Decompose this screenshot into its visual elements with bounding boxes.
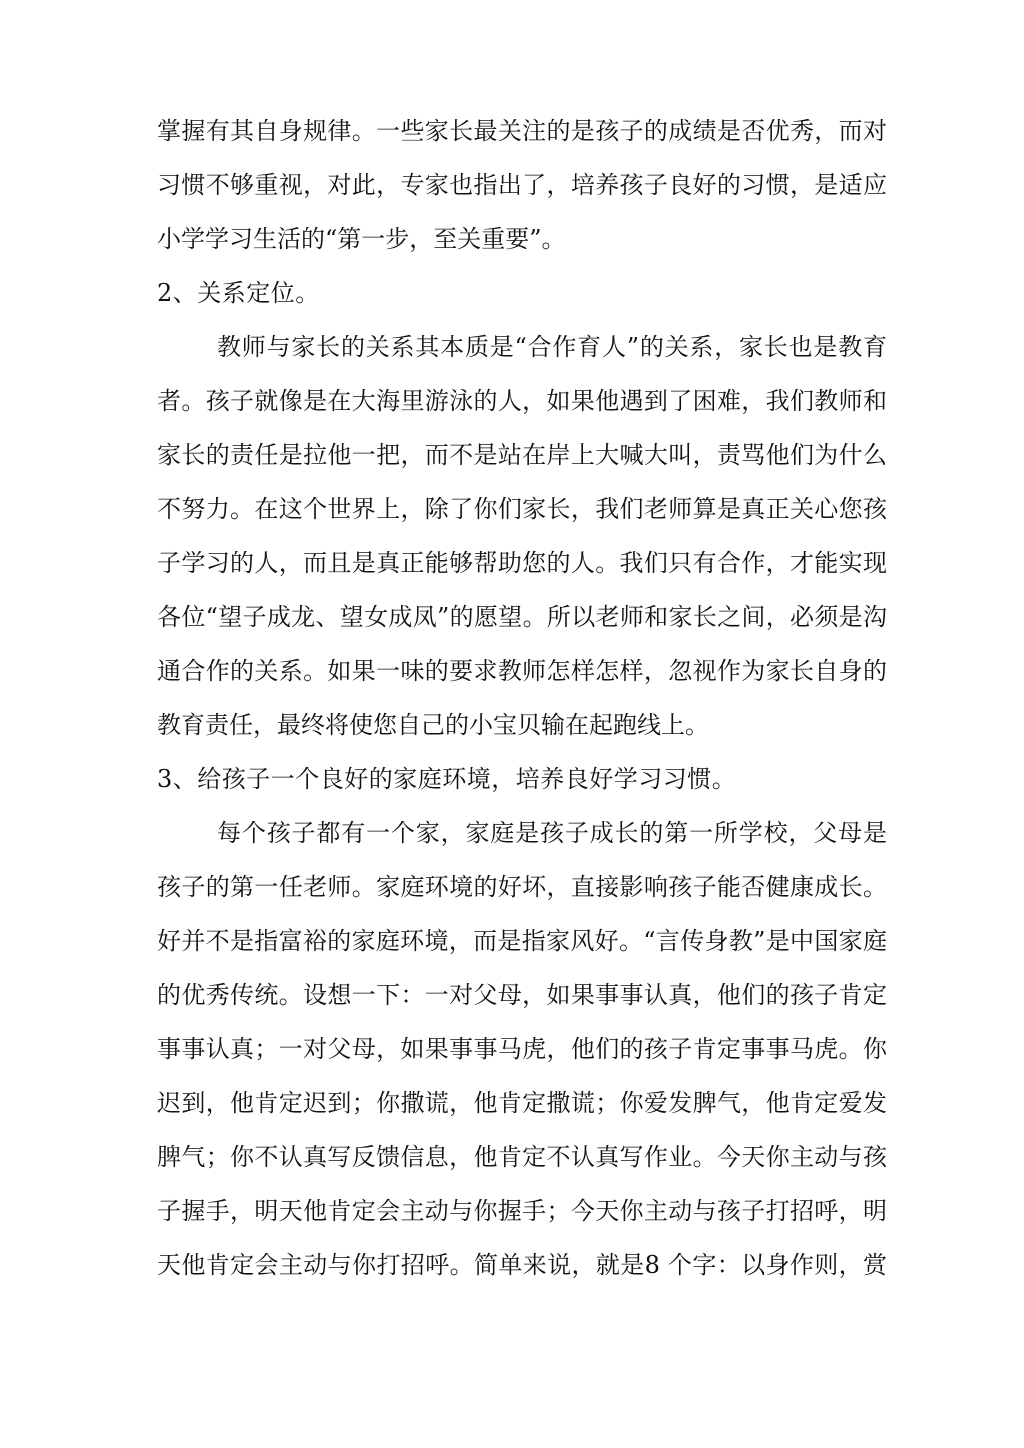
section-heading-3: 3、给孩子一个良好的家庭环境，培养良好学习习惯。 — [157, 765, 737, 793]
paragraph-line: 小学学习生活的“第一步，至关重要”。 — [157, 225, 566, 253]
paragraph-line: 通合作的关系。如果一味的要求教师怎样怎样，忽视作为家长自身的 — [157, 657, 887, 685]
paragraph-line: 天他肯定会主动与你打招呼。简单来说，就是8 个字：以身作则，赏 — [157, 1251, 887, 1279]
paragraph-line: 事事认真；一对父母，如果事事马虎，他们的孩子肯定事事马虎。你 — [157, 1035, 887, 1063]
paragraph-line: 每个孩子都有一个家，家庭是孩子成长的第一所学校，父母是 — [217, 819, 887, 847]
paragraph-line: 好并不是指富裕的家庭环境，而是指家风好。“言传身教”是中国家庭 — [157, 927, 887, 955]
paragraph-line: 各位“望子成龙、望女成凤”的愿望。所以老师和家长之间，必须是沟 — [157, 603, 887, 631]
section-heading-2: 2、关系定位。 — [157, 279, 320, 307]
paragraph-line: 家长的责任是拉他一把，而不是站在岸上大喊大叫，责骂他们为什么 — [157, 441, 887, 469]
paragraph-line: 子握手，明天他肯定会主动与你握手；今天你主动与孩子打招呼，明 — [157, 1197, 887, 1225]
paragraph-line: 孩子的第一任老师。家庭环境的好坏，直接影响孩子能否健康成长。 — [157, 873, 887, 901]
paragraph-line: 脾气；你不认真写反馈信息，他肯定不认真写作业。今天你主动与孩 — [157, 1143, 887, 1171]
paragraph-line: 掌握有其自身规律。一些家长最关注的是孩子的成绩是否优秀，而对 — [157, 117, 887, 145]
paragraph-line: 教师与家长的关系其本质是“合作育人”的关系，家长也是教育 — [217, 333, 887, 361]
paragraph-line: 的优秀传统。设想一下：一对父母，如果事事认真，他们的孩子肯定 — [157, 981, 887, 1009]
paragraph-line: 不努力。在这个世界上，除了你们家长，我们老师算是真正关心您孩 — [157, 495, 887, 523]
paragraph-line: 迟到，他肯定迟到；你撒谎，他肯定撒谎；你爱发脾气，他肯定爱发 — [157, 1089, 887, 1117]
paragraph-line: 习惯不够重视，对此，专家也指出了，培养孩子良好的习惯，是适应 — [157, 171, 887, 199]
paragraph-line: 者。孩子就像是在大海里游泳的人，如果他遇到了困难，我们教师和 — [157, 387, 887, 415]
paragraph-line: 子学习的人，而且是真正能够帮助您的人。我们只有合作，才能实现 — [157, 549, 887, 577]
paragraph-line: 教育责任，最终将使您自己的小宝贝输在起跑线上。 — [157, 711, 709, 739]
